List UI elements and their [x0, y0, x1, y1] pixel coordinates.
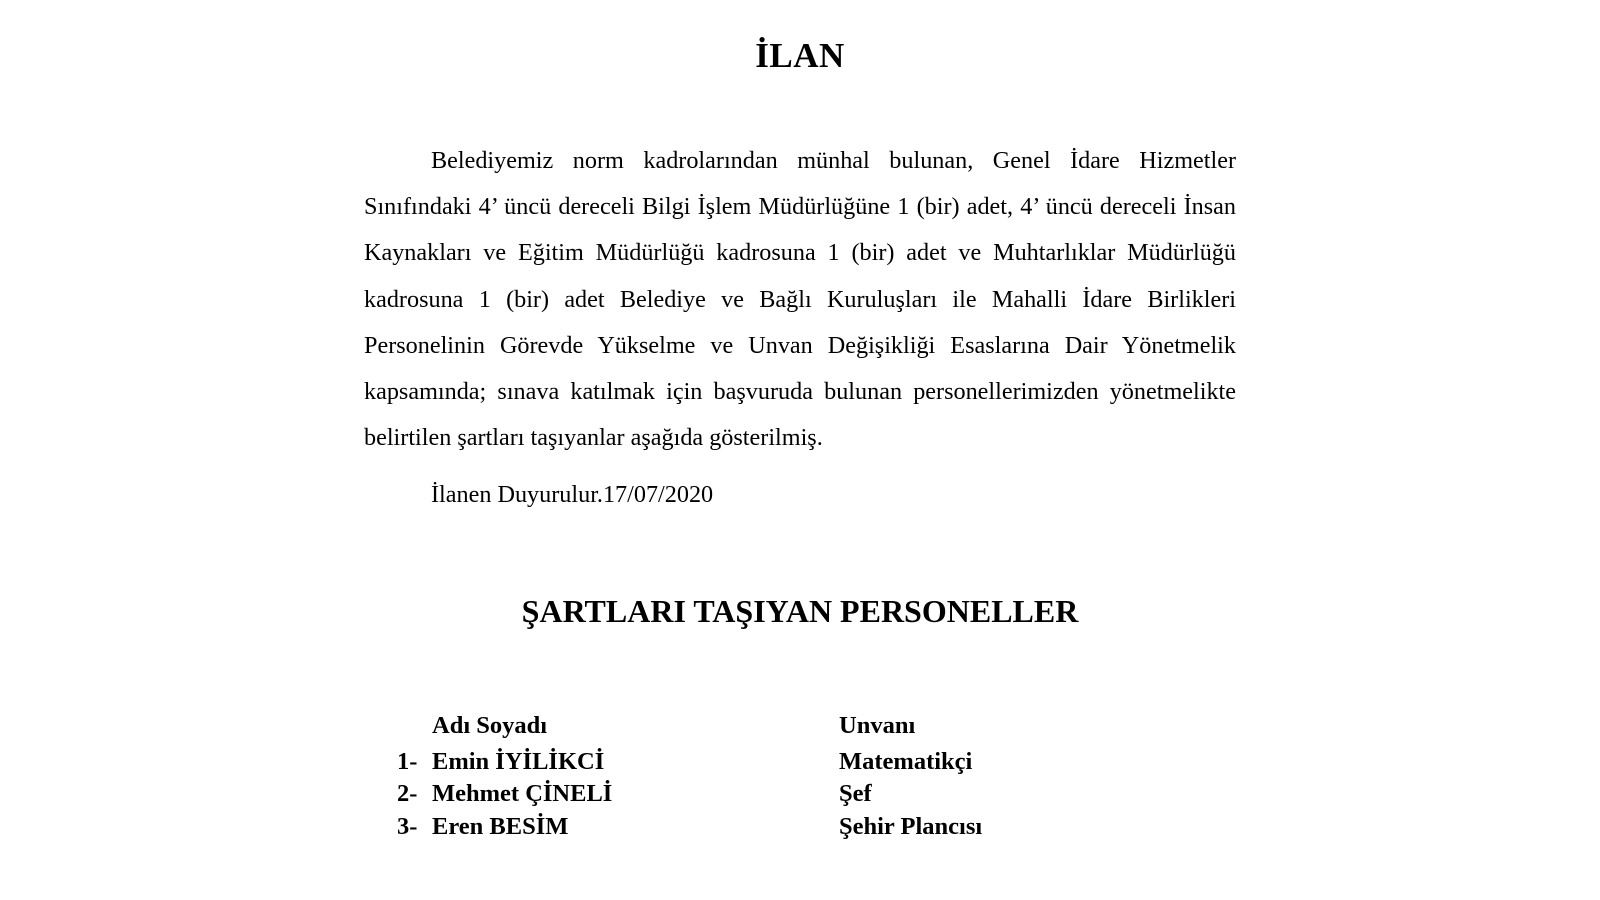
person-name: Emin İYİLİKCİ	[432, 748, 605, 775]
row-number: 3-	[397, 813, 418, 840]
column-header-title: Unvanı	[839, 712, 916, 739]
person-title: Şef	[839, 780, 872, 807]
announcement-date-line: İlanen Duyurulur.17/07/2020	[431, 481, 714, 508]
row-number: 1-	[397, 748, 418, 775]
document-title: İLAN	[755, 36, 845, 75]
person-title: Şehir Plancısı	[839, 813, 983, 840]
table-row	[397, 780, 1097, 810]
table-row	[397, 813, 1097, 843]
table-row	[397, 748, 1097, 778]
announcement-paragraph: Belediyemiz norm kadrolarından münhal bulunan, Genel İdare Hizmetler Sınıfındaki 4’ üncü dereceli Bilgi İşlem Müdürlüğüne 1 (bir) adet, 4’ üncü dereceli İnsan Kaynakları ve Eğitim Müdürlüğü kadrosuna 1 (bir) adet ve Muhtarlıklar Müdürlüğü kadrosuna 1 (bir) adet Belediye ve Bağlı Kuruluşları ile Mahalli İdare Birlikleri Personelinin Görevde Yükselme ve Unvan Değişikliği Esaslarına Dair Yönetmelik kapsamında; sınava katılmak için başvuruda bulunan personellerimizden yönetmelikte belirtilen şartları taşıyanlar aşağıda gösterilmiş.	[364, 147, 1236, 452]
section-title: ŞARTLARI TAŞIYAN PERSONELLER	[521, 593, 1079, 629]
person-name: Mehmet ÇİNELİ	[432, 780, 613, 807]
row-number: 2-	[397, 780, 418, 807]
person-title: Matematikçi	[839, 748, 973, 775]
column-header-name: Adı Soyadı	[432, 712, 548, 739]
person-name: Eren BESİM	[432, 813, 569, 840]
